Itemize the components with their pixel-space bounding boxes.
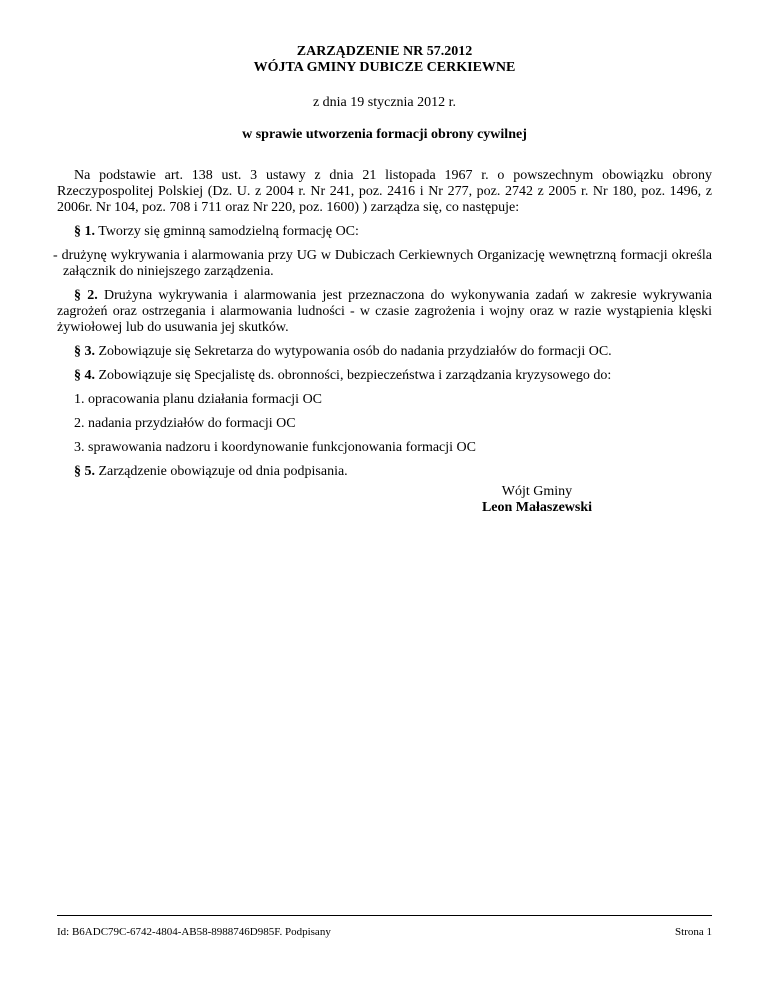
section-1 — [57, 224, 712, 240]
title-line-2: WÓJTA GMINY DUBICZE CERKIEWNE — [253, 60, 516, 75]
signature-role: Wójt Gminy — [501, 484, 573, 499]
section-3 — [57, 344, 712, 360]
document-page — [53, 0, 712, 994]
section-3-text: Zobowiązuje się Sekretarza do wytypowania osób do nadania przydziałów do formacji OC. — [95, 344, 612, 359]
document-subject: w sprawie utworzenia formacji obrony cywilnej — [242, 127, 527, 142]
signature-name: Leon Małaszewski — [481, 500, 593, 515]
signature-block — [457, 484, 617, 516]
intro-paragraph: Na podstawie art. 138 ust. 3 ustawy z dnia 21 listopada 1967 r. o powszechnym obowiązku obrony Rzeczypospolitej Polskiej (Dz. U. z 2004 r. Nr 241, poz. 2416 i Nr 277, poz. 2742 z 2005 r. Nr 180, poz. 1496, z 2006r. Nr 104, poz. 708 i 711 oraz Nr 220, poz. 1600) ) zarządza się, co następuje: — [57, 168, 712, 215]
footer-divider — [57, 915, 712, 916]
section-3-label: § 3. — [74, 344, 95, 359]
document-id: Id: B6ADC79C-6742-4804-AB58-8988746D985F. Podpisany — [57, 926, 331, 938]
section-1-label: § 1. — [74, 224, 95, 239]
section-5 — [57, 464, 712, 480]
section-4-label: § 4. — [74, 368, 95, 383]
section-5-text: Zarządzenie obowiązuje od dnia podpisania. — [95, 464, 348, 479]
formation-item: - drużynę wykrywania i alarmowania przy UG w Dubiczach Cerkiewnych Organizację wewnętrzną formacji określa załącznik do niniejszego zarządzenia. — [53, 248, 712, 279]
document-date: z dnia 19 stycznia 2012 r. — [312, 95, 457, 110]
section-4 — [57, 368, 712, 384]
section-5-label: § 5. — [74, 464, 95, 479]
section-4-text: Zobowiązuje się Specjalistę ds. obronności, bezpieczeństwa i zarządzania kryzysowego do: — [95, 368, 612, 383]
section-1-text: Tworzy się gminną samodzielną formację OC: — [95, 224, 359, 239]
list-item: 2. nadania przydziałów do formacji OC — [74, 416, 296, 431]
section-2 — [57, 288, 712, 336]
list-item: 3. sprawowania nadzoru i koordynowanie funkcjonowania formacji OC — [74, 440, 476, 455]
document-title — [57, 44, 712, 76]
page-number: Strona 1 — [675, 926, 712, 938]
list-item: 1. opracowania planu działania formacji OC — [74, 392, 323, 407]
section-2-label: § 2. — [74, 288, 98, 303]
section-2-text: Drużyna wykrywania i alarmowania jest przeznaczona do wykonywania zadań w zakresie wykrywania zagrożeń oraz ostrzegania i alarmowania ludności - w czasie zagrożenia i wojny oraz w razie wystąpienia klęski żywiołowej lub do usuwania jej skutków. — [57, 288, 712, 335]
title-line-1: ZARZĄDZENIE NR 57.2012 — [296, 44, 473, 59]
document-body — [53, 168, 712, 488]
